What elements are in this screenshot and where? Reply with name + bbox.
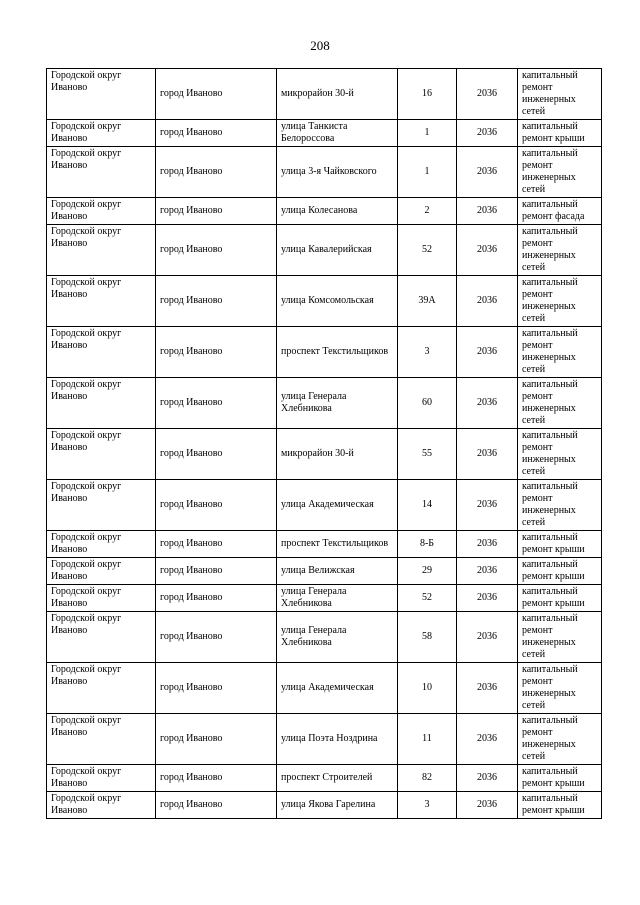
street-cell: проспект Строителей bbox=[277, 765, 398, 792]
work-type-cell: капитальный ремонт крыши bbox=[518, 765, 602, 792]
house-number-cell: 58 bbox=[398, 612, 457, 663]
table-row bbox=[47, 69, 602, 120]
okrug-cell: Городской округ Иваново bbox=[47, 585, 156, 612]
city-cell: город Иваново bbox=[156, 225, 277, 276]
okrug-cell: Городской округ Иваново bbox=[47, 429, 156, 480]
street-cell: улица Генерала Хлебникова bbox=[277, 585, 398, 612]
house-number-cell: 82 bbox=[398, 765, 457, 792]
street-cell: улица Поэта Ноздрина bbox=[277, 714, 398, 765]
table-row bbox=[47, 378, 602, 429]
page-number: 208 bbox=[310, 38, 330, 53]
city-cell: город Иваново bbox=[156, 120, 277, 147]
okrug-cell: Городской округ Иваново bbox=[47, 531, 156, 558]
work-type-cell: капитальный ремонт инженерных сетей bbox=[518, 480, 602, 531]
table-row bbox=[47, 327, 602, 378]
table-row bbox=[47, 612, 602, 663]
work-type-cell: капитальный ремонт инженерных сетей bbox=[518, 327, 602, 378]
city-cell: город Иваново bbox=[156, 147, 277, 198]
street-cell: улица Кавалерийская bbox=[277, 225, 398, 276]
okrug-cell: Городской округ Иваново bbox=[47, 792, 156, 819]
work-type-cell: капитальный ремонт инженерных сетей bbox=[518, 378, 602, 429]
okrug-cell: Городской округ Иваново bbox=[47, 147, 156, 198]
city-cell: город Иваново bbox=[156, 663, 277, 714]
work-type-cell: капитальный ремонт инженерных сетей bbox=[518, 276, 602, 327]
street-cell: улица Генерала Хлебникова bbox=[277, 612, 398, 663]
house-number-cell: 3 bbox=[398, 327, 457, 378]
city-cell: город Иваново bbox=[156, 558, 277, 585]
okrug-cell: Городской округ Иваново bbox=[47, 378, 156, 429]
house-number-cell: 52 bbox=[398, 585, 457, 612]
okrug-cell: Городской округ Иваново bbox=[47, 120, 156, 147]
house-number-cell: 39А bbox=[398, 276, 457, 327]
year-cell: 2036 bbox=[457, 147, 518, 198]
street-cell: микрорайон 30-й bbox=[277, 69, 398, 120]
house-number-cell: 55 bbox=[398, 429, 457, 480]
okrug-cell: Городской округ Иваново bbox=[47, 225, 156, 276]
house-number-cell: 11 bbox=[398, 714, 457, 765]
okrug-cell: Городской округ Иваново bbox=[47, 198, 156, 225]
repair-schedule-table bbox=[46, 68, 602, 819]
house-number-cell: 1 bbox=[398, 147, 457, 198]
okrug-cell: Городской округ Иваново bbox=[47, 663, 156, 714]
work-type-cell: капитальный ремонт инженерных сетей bbox=[518, 612, 602, 663]
year-cell: 2036 bbox=[457, 663, 518, 714]
house-number-cell: 10 bbox=[398, 663, 457, 714]
work-type-cell: капитальный ремонт фасада bbox=[518, 198, 602, 225]
year-cell: 2036 bbox=[457, 120, 518, 147]
table-row bbox=[47, 585, 602, 612]
street-cell: улица Велижская bbox=[277, 558, 398, 585]
okrug-cell: Городской округ Иваново bbox=[47, 558, 156, 585]
year-cell: 2036 bbox=[457, 198, 518, 225]
year-cell: 2036 bbox=[457, 612, 518, 663]
table-row bbox=[47, 480, 602, 531]
street-cell: проспект Текстильщиков bbox=[277, 327, 398, 378]
work-type-cell: капитальный ремонт инженерных сетей bbox=[518, 147, 602, 198]
table-row bbox=[47, 663, 602, 714]
work-type-cell: капитальный ремонт крыши bbox=[518, 792, 602, 819]
house-number-cell: 14 bbox=[398, 480, 457, 531]
year-cell: 2036 bbox=[457, 429, 518, 480]
work-type-cell: капитальный ремонт крыши bbox=[518, 558, 602, 585]
street-cell: проспект Текстильщиков bbox=[277, 531, 398, 558]
city-cell: город Иваново bbox=[156, 198, 277, 225]
house-number-cell: 60 bbox=[398, 378, 457, 429]
okrug-cell: Городской округ Иваново bbox=[47, 714, 156, 765]
city-cell: город Иваново bbox=[156, 480, 277, 531]
street-cell: улица Академическая bbox=[277, 480, 398, 531]
city-cell: город Иваново bbox=[156, 612, 277, 663]
city-cell: город Иваново bbox=[156, 378, 277, 429]
okrug-cell: Городской округ Иваново bbox=[47, 276, 156, 327]
work-type-cell: капитальный ремонт инженерных сетей bbox=[518, 225, 602, 276]
street-cell: микрорайон 30-й bbox=[277, 429, 398, 480]
work-type-cell: капитальный ремонт инженерных сетей bbox=[518, 714, 602, 765]
house-number-cell: 1 bbox=[398, 120, 457, 147]
city-cell: город Иваново bbox=[156, 276, 277, 327]
house-number-cell: 3 bbox=[398, 792, 457, 819]
city-cell: город Иваново bbox=[156, 765, 277, 792]
table-row bbox=[47, 198, 602, 225]
year-cell: 2036 bbox=[457, 69, 518, 120]
okrug-cell: Городской округ Иваново bbox=[47, 480, 156, 531]
year-cell: 2036 bbox=[457, 792, 518, 819]
year-cell: 2036 bbox=[457, 276, 518, 327]
street-cell: улица Комсомольская bbox=[277, 276, 398, 327]
table-row bbox=[47, 429, 602, 480]
table-row bbox=[47, 147, 602, 198]
city-cell: город Иваново bbox=[156, 714, 277, 765]
house-number-cell: 8-Б bbox=[398, 531, 457, 558]
city-cell: город Иваново bbox=[156, 429, 277, 480]
table-row bbox=[47, 558, 602, 585]
house-number-cell: 2 bbox=[398, 198, 457, 225]
street-cell: улица Генерала Хлебникова bbox=[277, 378, 398, 429]
work-type-cell: капитальный ремонт инженерных сетей bbox=[518, 69, 602, 120]
okrug-cell: Городской округ Иваново bbox=[47, 327, 156, 378]
city-cell: город Иваново bbox=[156, 531, 277, 558]
year-cell: 2036 bbox=[457, 765, 518, 792]
year-cell: 2036 bbox=[457, 558, 518, 585]
year-cell: 2036 bbox=[457, 531, 518, 558]
city-cell: город Иваново bbox=[156, 792, 277, 819]
okrug-cell: Городской округ Иваново bbox=[47, 69, 156, 120]
city-cell: город Иваново bbox=[156, 69, 277, 120]
table-row bbox=[47, 276, 602, 327]
year-cell: 2036 bbox=[457, 585, 518, 612]
year-cell: 2036 bbox=[457, 378, 518, 429]
street-cell: улица Танкиста Белороссова bbox=[277, 120, 398, 147]
work-type-cell: капитальный ремонт крыши bbox=[518, 585, 602, 612]
street-cell: улица Колесанова bbox=[277, 198, 398, 225]
house-number-cell: 16 bbox=[398, 69, 457, 120]
table-row bbox=[47, 225, 602, 276]
year-cell: 2036 bbox=[457, 714, 518, 765]
table-body bbox=[47, 69, 602, 819]
city-cell: город Иваново bbox=[156, 327, 277, 378]
street-cell: улица 3-я Чайковского bbox=[277, 147, 398, 198]
year-cell: 2036 bbox=[457, 225, 518, 276]
table-row bbox=[47, 792, 602, 819]
house-number-cell: 52 bbox=[398, 225, 457, 276]
table-row bbox=[47, 765, 602, 792]
okrug-cell: Городской округ Иваново bbox=[47, 612, 156, 663]
okrug-cell: Городской округ Иваново bbox=[47, 765, 156, 792]
year-cell: 2036 bbox=[457, 327, 518, 378]
street-cell: улица Якова Гарелина bbox=[277, 792, 398, 819]
table-row bbox=[47, 714, 602, 765]
table-row bbox=[47, 120, 602, 147]
work-type-cell: капитальный ремонт инженерных сетей bbox=[518, 429, 602, 480]
house-number-cell: 29 bbox=[398, 558, 457, 585]
work-type-cell: капитальный ремонт крыши bbox=[518, 531, 602, 558]
work-type-cell: капитальный ремонт инженерных сетей bbox=[518, 663, 602, 714]
year-cell: 2036 bbox=[457, 480, 518, 531]
work-type-cell: капитальный ремонт крыши bbox=[518, 120, 602, 147]
table-row bbox=[47, 531, 602, 558]
street-cell: улица Академическая bbox=[277, 663, 398, 714]
city-cell: город Иваново bbox=[156, 585, 277, 612]
